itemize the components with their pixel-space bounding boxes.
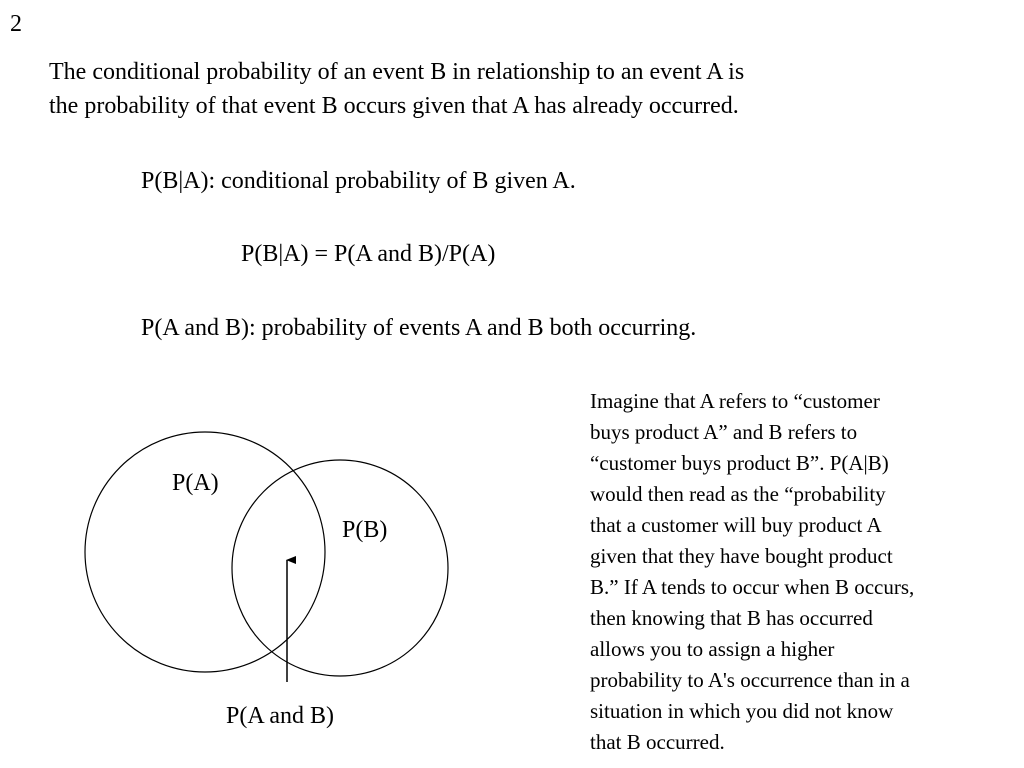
- intro-line: the probability of that event B occurs given that A has already occurred.: [49, 93, 739, 119]
- example-line: then knowing that B has occurred: [590, 606, 873, 630]
- conditional-probability-formula: P(B|A) = P(A and B)/P(A): [241, 241, 496, 267]
- example-line: Imagine that A refers to “customer: [590, 389, 880, 413]
- venn-label-a: P(A): [172, 470, 219, 496]
- example-line: that a customer will buy product A: [590, 513, 882, 537]
- example-line: buys product A” and B refers to: [590, 420, 858, 444]
- example-line: that B occurred.: [590, 730, 725, 754]
- example-line: “customer buys product B”. P(A|B): [590, 451, 889, 475]
- example-line: allows you to assign a higher: [590, 637, 835, 661]
- customer-example-paragraph: [590, 386, 1010, 758]
- example-line: given that they have bought product: [590, 544, 893, 568]
- circle-b: [232, 460, 448, 676]
- intro-line: The conditional probability of an event B in relationship to an event A is: [49, 59, 745, 85]
- example-line: would then read as the “probability: [590, 482, 886, 506]
- slide-number: 2: [10, 11, 22, 37]
- venn-label-intersection: P(A and B): [226, 703, 334, 729]
- venn-label-b: P(B): [342, 517, 388, 543]
- example-line: situation in which you did not know: [590, 699, 894, 723]
- joint-probability-definition: P(A and B): probability of events A and B both occurring.: [141, 315, 697, 341]
- conditional-probability-definition: P(B|A): conditional probability of B given A.: [141, 168, 576, 194]
- circle-a: [85, 432, 325, 672]
- example-line: probability to A's occurrence than in a: [590, 668, 910, 692]
- example-line: B.” If A tends to occur when B occurs,: [590, 575, 915, 599]
